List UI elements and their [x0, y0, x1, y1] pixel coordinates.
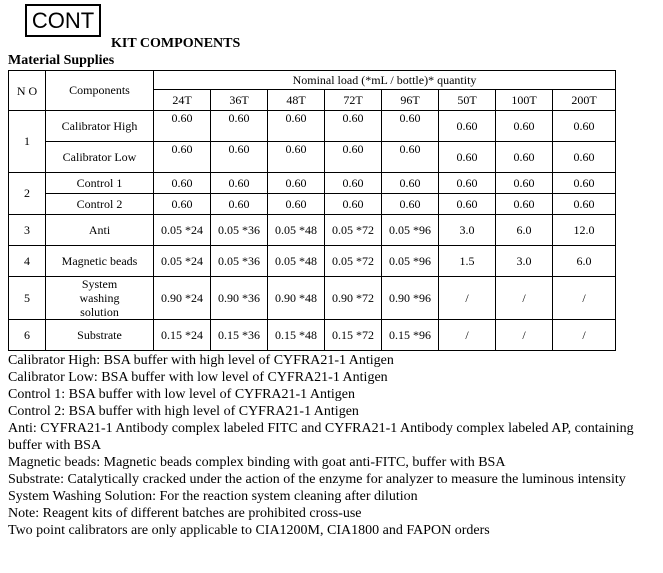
note-line: Magnetic beads: Magnetic beads complex binding with goat anti-FITC, buffer with BSA: [8, 455, 506, 470]
cell: /: [553, 277, 616, 320]
no-header: N O: [9, 71, 46, 111]
column-header: 72T: [325, 90, 382, 111]
component-name: Magnetic beads: [46, 246, 154, 277]
cell: 0.60: [439, 142, 496, 173]
cell: 0.60: [439, 173, 496, 194]
component-name: Control 2: [46, 194, 154, 215]
note-line: Note: Reagent kits of different batches are prohibited cross-use: [8, 506, 362, 521]
column-header: 100T: [496, 90, 553, 111]
cell: 0.05 *72: [325, 246, 382, 277]
cell: 12.0: [553, 215, 616, 246]
kit-components-table: [8, 70, 616, 351]
cell: 0.60: [382, 173, 439, 194]
cell: 0.15 *96: [382, 320, 439, 351]
cell: 0.05 *24: [154, 215, 211, 246]
cell: 0.60: [154, 194, 211, 215]
cell: 0.60: [154, 173, 211, 194]
cell: /: [439, 277, 496, 320]
cell: 0.60: [325, 142, 382, 173]
table-row: [9, 173, 616, 194]
cell: 0.60: [154, 142, 211, 173]
kit-components-title: KIT COMPONENTS: [111, 36, 241, 51]
cell: 0.60: [211, 194, 268, 215]
cell: /: [496, 277, 553, 320]
table-row: [9, 215, 616, 246]
cell: 0.05 *48: [268, 215, 325, 246]
cell: 0.60: [382, 194, 439, 215]
note-line: System Washing Solution: For the reaction system cleaning after dilution: [8, 489, 418, 504]
cell: 0.60: [325, 111, 382, 142]
column-header: 96T: [382, 90, 439, 111]
table-row: [9, 320, 616, 351]
cell: 0.05 *24: [154, 246, 211, 277]
cell: 0.05 *96: [382, 246, 439, 277]
component-name: Control 1: [46, 173, 154, 194]
table-row: [9, 194, 616, 215]
component-name: Substrate: [46, 320, 154, 351]
cell: 0.15 *72: [325, 320, 382, 351]
cell: 0.60: [439, 111, 496, 142]
component-name: System washing solution: [46, 277, 154, 320]
cell: 0.60: [211, 142, 268, 173]
cell: 0.90 *36: [211, 277, 268, 320]
cell: 0.05 *72: [325, 215, 382, 246]
row-number: 1: [9, 111, 46, 173]
cell: 0.05 *36: [211, 215, 268, 246]
cell: 0.60: [268, 111, 325, 142]
column-header: 36T: [211, 90, 268, 111]
cell: 0.60: [211, 111, 268, 142]
cell: /: [553, 320, 616, 351]
cell: 0.90 *96: [382, 277, 439, 320]
cell: 0.60: [439, 194, 496, 215]
note-line: Calibrator Low: BSA buffer with low level of CYFRA21-1 Antigen: [8, 370, 388, 385]
cell: 6.0: [553, 246, 616, 277]
cell: 0.60: [268, 194, 325, 215]
row-number: 2: [9, 173, 46, 215]
cell: 0.60: [496, 194, 553, 215]
row-number: 4: [9, 246, 46, 277]
cell: 0.60: [382, 142, 439, 173]
cell: 0.60: [268, 173, 325, 194]
cell: 0.60: [553, 173, 616, 194]
cell: 0.90 *72: [325, 277, 382, 320]
note-line: Control 1: BSA buffer with low level of CYFRA21-1 Antigen: [8, 387, 356, 402]
cell: 0.60: [496, 111, 553, 142]
cell: 0.60: [211, 173, 268, 194]
cell: 0.05 *48: [268, 246, 325, 277]
table-row: [9, 142, 616, 173]
cell: 0.90 *48: [268, 277, 325, 320]
cell: 6.0: [496, 215, 553, 246]
component-name: Calibrator High: [46, 111, 154, 142]
note-line: Calibrator High: BSA buffer with high level of CYFRA21-1 Antigen: [8, 353, 394, 368]
cell: 0.60: [325, 194, 382, 215]
table-row: [9, 111, 616, 142]
cell: 0.60: [154, 111, 211, 142]
cell: 3.0: [496, 246, 553, 277]
column-header: 50T: [439, 90, 496, 111]
component-notes: [8, 352, 656, 539]
row-number: 3: [9, 215, 46, 246]
cell: 0.60: [553, 111, 616, 142]
cell: 0.15 *48: [268, 320, 325, 351]
note-line: Control 2: BSA buffer with high level of CYFRA21-1 Antigen: [8, 404, 359, 419]
material-supplies-heading: Material Supplies: [8, 53, 115, 68]
row-number: 5: [9, 277, 46, 320]
table-row: [9, 246, 616, 277]
cont-badge: CONT: [25, 4, 101, 37]
cell: 0.60: [382, 111, 439, 142]
note-line: Substrate: Catalytically cracked under the action of the enzyme for analyzer to measure the luminous intensity: [8, 472, 626, 487]
cell: 0.60: [325, 173, 382, 194]
component-name: Anti: [46, 215, 154, 246]
cell: 3.0: [439, 215, 496, 246]
components-header: Components: [46, 71, 154, 111]
cell: 0.15 *24: [154, 320, 211, 351]
cell: 0.60: [553, 194, 616, 215]
cell: 1.5: [439, 246, 496, 277]
column-header: 48T: [268, 90, 325, 111]
cell: 0.05 *36: [211, 246, 268, 277]
note-line: Two point calibrators are only applicable to CIA1200M, CIA1800 and FAPON orders: [8, 523, 490, 538]
cell: 0.60: [496, 173, 553, 194]
component-name: Calibrator Low: [46, 142, 154, 173]
cell: 0.15 *36: [211, 320, 268, 351]
nominal-load-header: Nominal load (*mL / bottle)* quantity: [154, 71, 616, 90]
column-header: 24T: [154, 90, 211, 111]
table-row: [9, 277, 616, 320]
cell: /: [496, 320, 553, 351]
cell: 0.60: [268, 142, 325, 173]
row-number: 6: [9, 320, 46, 351]
note-line: Anti: CYFRA21-1 Antibody complex labeled FITC and CYFRA21-1 Antibody complex labeled AP, containing buffer with BSA: [8, 421, 634, 453]
cell: 0.60: [496, 142, 553, 173]
cell: 0.05 *96: [382, 215, 439, 246]
column-header: 200T: [553, 90, 616, 111]
cell: 0.90 *24: [154, 277, 211, 320]
cell: 0.60: [553, 142, 616, 173]
cell: /: [439, 320, 496, 351]
